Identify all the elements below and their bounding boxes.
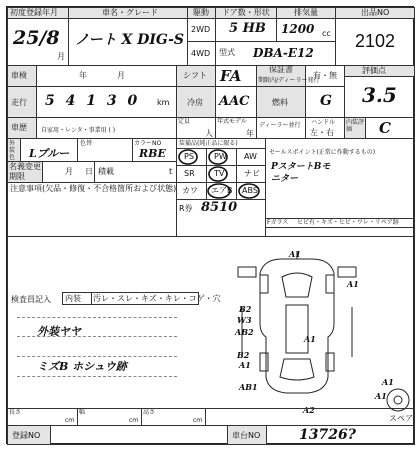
score-value: 3.5 <box>362 83 397 107</box>
displacement-label: 排気量 <box>294 8 318 17</box>
name-change-day: 日 <box>85 167 93 176</box>
car-rear-window <box>280 359 314 380</box>
color-code-value: RBE <box>139 147 166 160</box>
dealer-label: ディーラー並行 <box>259 122 301 129</box>
car-front-left-view <box>238 267 256 277</box>
fuel-label: 燃料 <box>272 98 288 107</box>
interior-label: 内装評価 <box>346 119 365 133</box>
equip-abs: ABS <box>242 186 258 195</box>
inspector-label: 検査員記入 <box>11 295 51 304</box>
lot-number: 2102 <box>355 31 396 51</box>
mileage-label: 走行 <box>11 98 27 107</box>
car-wheel <box>326 353 334 371</box>
capacity-unit: 人 <box>205 129 213 138</box>
fuel-value: G <box>320 93 332 109</box>
equip-pw: PW <box>214 152 227 161</box>
equip-tv: TV <box>214 169 225 178</box>
dim-divider <box>141 408 142 426</box>
auction-sheet <box>6 6 414 444</box>
dim-divider <box>77 408 78 426</box>
height-label: 高さ <box>143 409 156 416</box>
sales-point-label: セールスポイント(正常に作動するもの) <box>269 149 376 156</box>
capacity-label: 定員 <box>178 118 191 125</box>
glass-options: ヒビ有・キズ・ヒビ・ワレ・リペア跡 <box>297 219 399 226</box>
damage-mark: A1 <box>239 360 251 370</box>
interior-value: C <box>379 119 391 137</box>
type-value: DBA-E12 <box>253 46 314 60</box>
inspector-interior-tag: 内装 <box>65 294 81 303</box>
ac-value: AAC <box>219 94 250 109</box>
damage-mark: A1 <box>304 334 316 344</box>
damage-mark: B2 <box>239 304 252 314</box>
inspector-note-2: ミズB ホシュウ跡 <box>37 360 127 373</box>
r-ticket-label: R券 <box>179 204 193 213</box>
model-value: ノート X DIG-S <box>75 32 185 48</box>
mileage-unit: km <box>157 98 170 107</box>
sales-point-line1: PスタートBモニター <box>271 162 331 184</box>
equipment-label: 装備品(純正品に限る) <box>179 140 238 147</box>
equip-sr: SR <box>184 169 195 178</box>
exterior-value: Lブルー <box>29 147 70 160</box>
dashed-line <box>17 356 177 357</box>
colors-divider-2 <box>132 138 133 162</box>
length-label: 長さ <box>9 409 22 416</box>
history-sub: 自家用・レンタ・事業用 ( ) <box>41 127 116 134</box>
equipment-grid <box>176 148 266 216</box>
equip-airbag: エアB <box>211 186 233 195</box>
length-unit: cm <box>65 417 75 424</box>
circle-mark <box>209 150 227 164</box>
color-code-label: カラーNO <box>134 140 162 147</box>
damage-mark: A1 <box>375 391 387 401</box>
car-windshield <box>282 273 312 297</box>
damage-mark: A1 <box>382 377 394 387</box>
damage-mark: AB2 <box>235 327 254 337</box>
drive-2wd: 2WD <box>191 25 211 34</box>
car-wheel <box>260 353 268 371</box>
exterior-label: 外装色 <box>9 140 16 161</box>
equip-navi: ナビ <box>244 169 260 178</box>
car-roof <box>286 305 308 353</box>
warranty-sub: 期限内/ディーラー発行 <box>258 77 320 84</box>
ac-label: 冷房 <box>187 98 203 107</box>
damage-mark: W3 <box>237 315 252 325</box>
inspection-month-label: 月 <box>117 71 125 80</box>
circle-mark <box>209 167 227 181</box>
model-year-label: 年式モデル <box>217 118 247 125</box>
height-unit: cm <box>193 417 203 424</box>
spare-tire-inner <box>394 396 402 404</box>
warranty-label: 保証書 <box>269 65 293 74</box>
damage-mark: A1 <box>289 249 301 259</box>
history-label: 車歴 <box>11 123 27 132</box>
drive-4wd: 4WD <box>191 49 211 58</box>
inspection-label: 車検 <box>11 71 27 80</box>
damage-mark: B2 <box>237 350 250 360</box>
car-front-right-view <box>338 267 356 277</box>
model-year-unit: 年 <box>246 129 254 138</box>
damage-mark: A2 <box>303 405 315 415</box>
dashed-line <box>17 376 177 377</box>
score-label: 評価点 <box>362 66 386 75</box>
car-outline <box>260 259 334 393</box>
drive-label: 駆動 <box>193 8 209 17</box>
model-label: 車名・グレード <box>102 8 158 17</box>
shift-label: シフト <box>183 71 207 80</box>
equip-ps: PS <box>184 152 194 161</box>
door-label: ドア数・形状 <box>222 8 270 17</box>
car-wheel <box>326 275 334 293</box>
lot-label: 出品NO <box>361 8 390 17</box>
inspection-year-label: 年 <box>79 71 87 80</box>
dim-divider <box>205 408 206 426</box>
chassis-label: 車台NO <box>232 431 261 440</box>
equip-leather: カワ <box>182 186 198 195</box>
equip-aw: AW <box>244 152 257 161</box>
displacement-value: 1200 <box>281 22 315 36</box>
r-ticket-value: 8510 <box>201 200 238 215</box>
first-reg-value: 25/8 <box>13 27 60 49</box>
first-reg-label: 初度登録年月 <box>10 8 58 17</box>
car-wheel <box>260 275 268 293</box>
shift-value: FA <box>220 67 242 85</box>
spare-label: スペア <box>389 414 413 423</box>
reg-label: 登録NO <box>12 431 41 440</box>
handle-options: 左・右 <box>310 128 334 137</box>
handle-label: ハンドル <box>311 119 336 126</box>
glass-label: Fガラス <box>267 219 289 226</box>
notes-label: 注意事項(欠品・修復・不合格箇所および状態) <box>10 184 177 193</box>
damage-mark: AB1 <box>239 382 258 392</box>
damage-mark: A1 <box>347 279 359 289</box>
displacement-unit: cc <box>322 29 331 38</box>
name-change-label: 名義変更期限 <box>9 162 41 181</box>
circle-mark <box>208 184 230 198</box>
circle-mark <box>179 150 197 164</box>
name-change-divider <box>94 161 95 183</box>
load-label: 積載 <box>98 167 114 176</box>
load-unit: t <box>169 167 173 176</box>
width-unit: cm <box>129 417 139 424</box>
first-reg-month-suffix: 月 <box>57 52 65 61</box>
color-change-label: 色替 <box>80 140 93 147</box>
chassis-value: 13726? <box>299 427 356 443</box>
door-value: 5 HB <box>229 21 266 36</box>
mileage-value: 5 4 1 3 0 <box>45 93 141 109</box>
inspector-options: 汚レ・スレ・キズ・キレ・コゲ・穴 <box>93 294 221 303</box>
circle-mark <box>239 184 259 198</box>
inspector-note-1: 外装ヤヤ <box>37 325 81 338</box>
colors-divider-1 <box>77 138 78 162</box>
type-label: 型式 <box>219 48 235 57</box>
equipment-circles <box>176 148 266 199</box>
width-label: 幅 <box>79 409 86 416</box>
warranty-options: 有・無 <box>313 71 337 80</box>
name-change-month: 月 <box>65 167 73 176</box>
